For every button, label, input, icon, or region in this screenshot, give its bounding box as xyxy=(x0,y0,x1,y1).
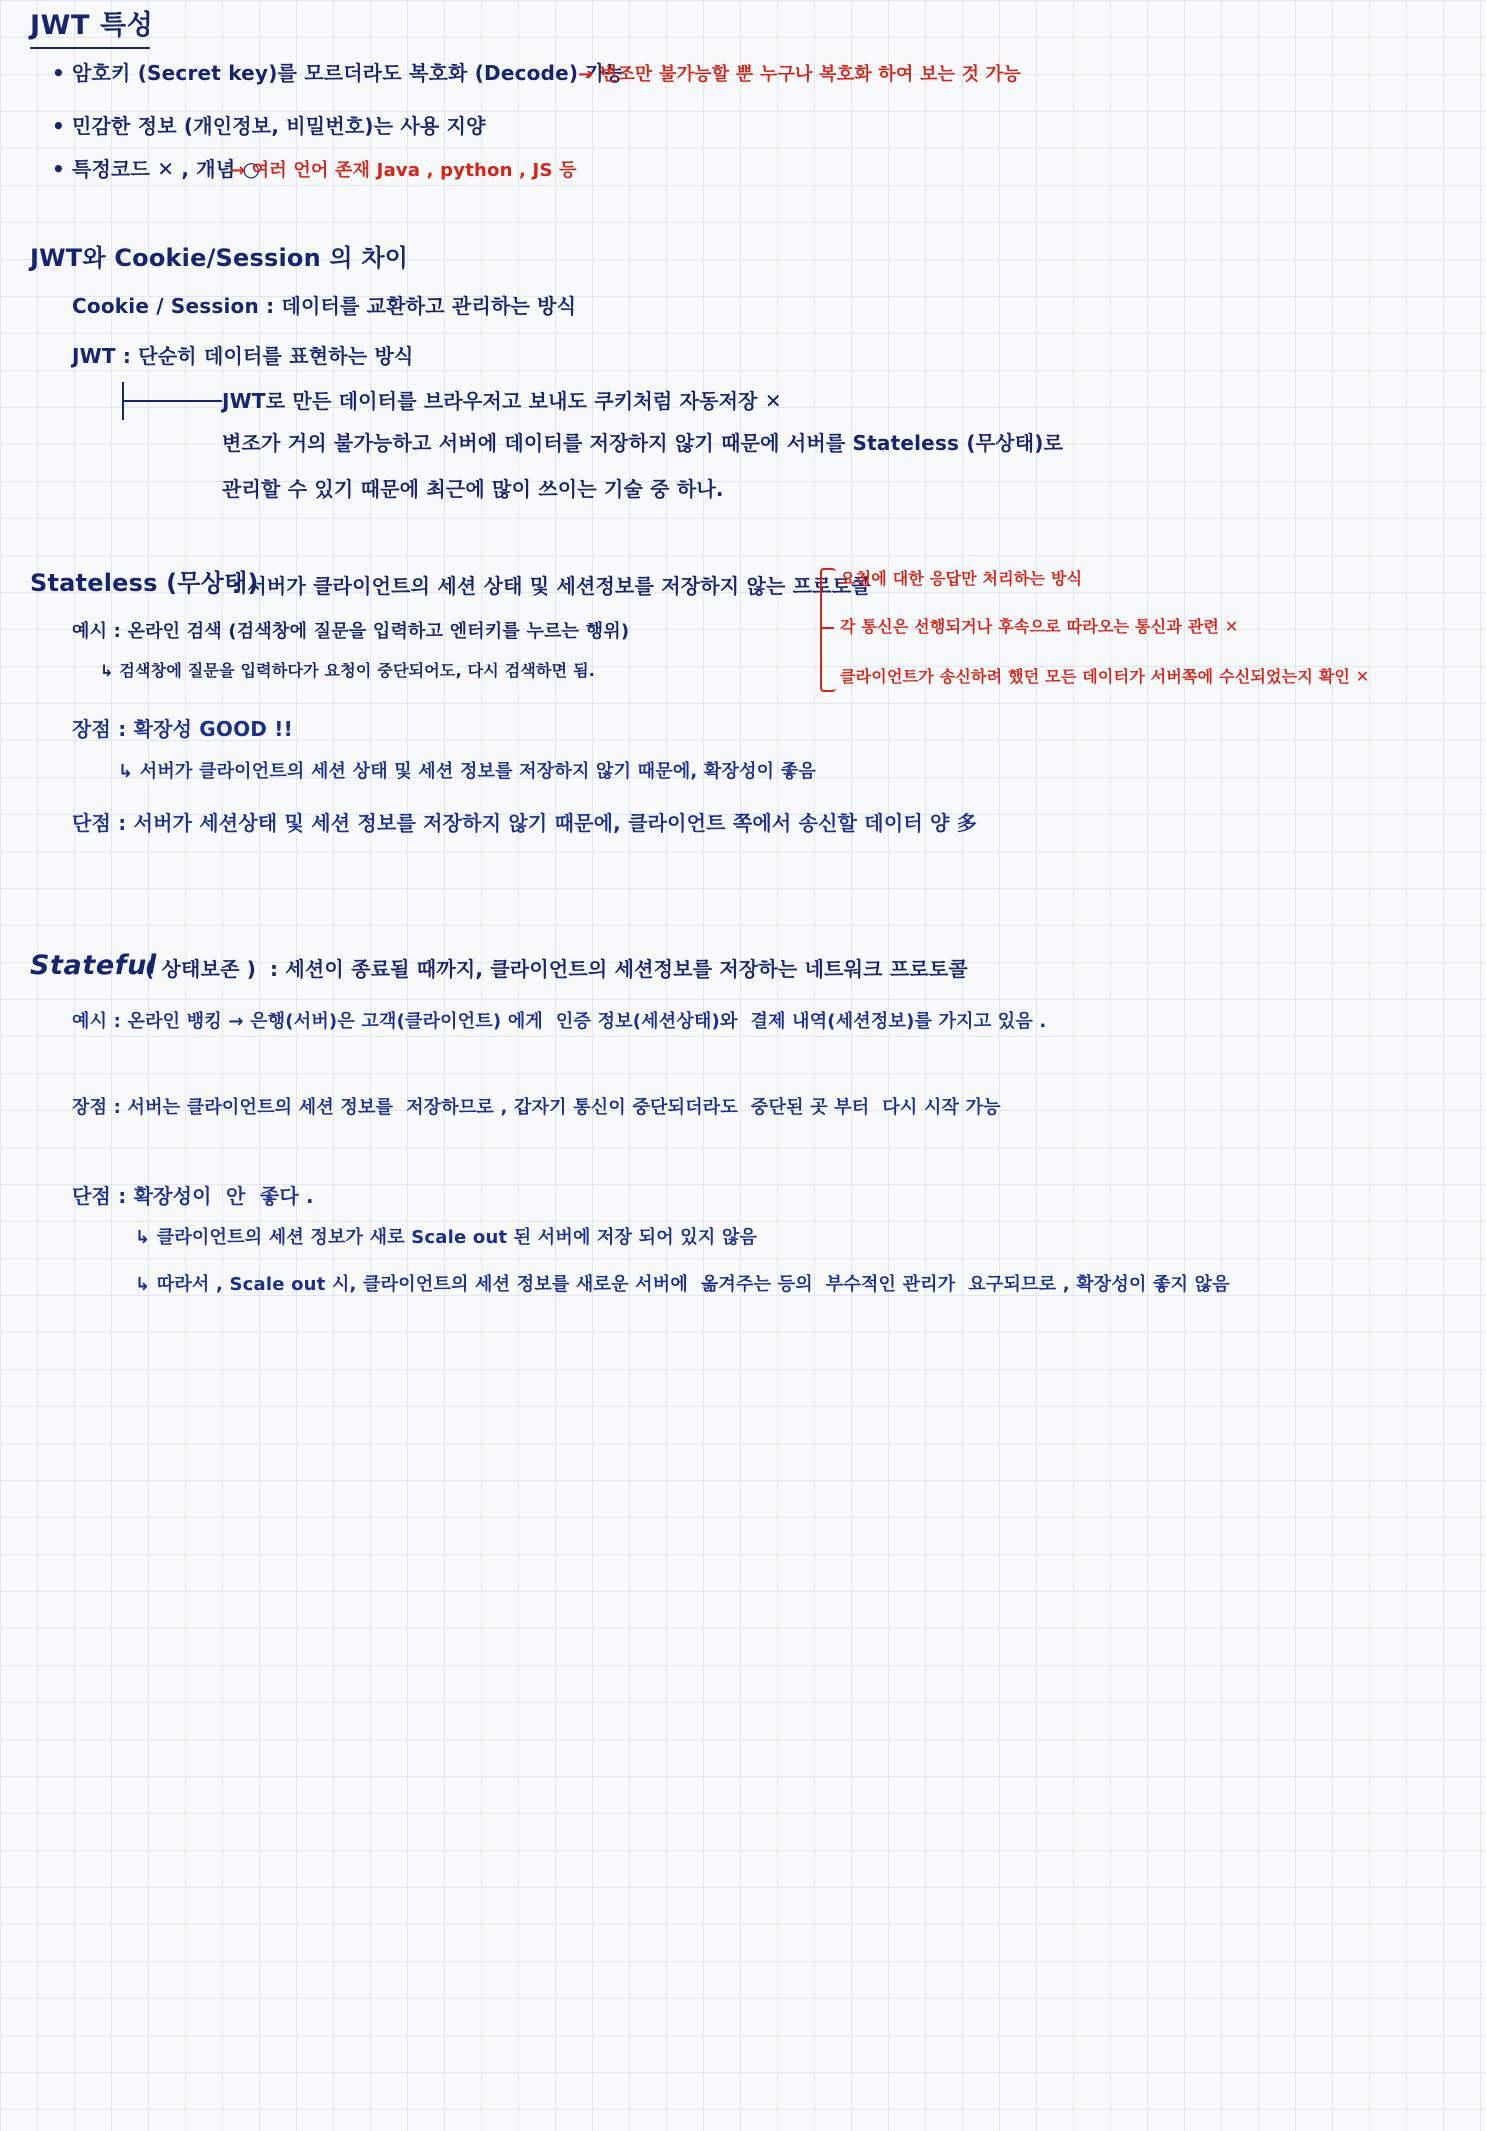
stateless-cons-label: 단점 : 서버가 세션상태 및 세션 정보를 저장하지 않기 때문에, 클라이언트 쪽에서 송신할 데이터 양 多 xyxy=(72,811,977,835)
cookie-session-line: Cookie / Session : 데이터를 교환하고 관리하는 방식 xyxy=(72,294,577,318)
stateful-cons-label: 단점 : 확장성이 안 좋다 . xyxy=(72,1184,314,1208)
stateful-pros-label: 장점 : 서버는 클라이언트의 세션 정보를 저장하므로 , 갑자기 통신이 중단되더라도 중단된 곳 부터 다시 시작 가능 xyxy=(72,1097,1001,1118)
stateless-example-label: 예시 : 온라인 검색 (검색창에 질문을 입력하고 엔터키를 누르는 행위) xyxy=(72,621,630,642)
jwt-detail-line-3: 관리할 수 있기 때문에 최근에 많이 쓰이는 기술 중 하나. xyxy=(222,477,724,501)
section-title-stateful: Stateful xyxy=(30,950,157,981)
stateless-side-note-2: 각 통신은 선행되거나 후속으로 따라오는 통신과 관련 ✕ xyxy=(840,617,1239,636)
stateful-example-label: 예시 : 온라인 뱅킹 → 은행(서버)은 고객(클라이언트) 에게 인증 정보(세션상태)와 결제 내역(세션정보)를 가지고 있음 . xyxy=(72,1011,1047,1032)
title-underline xyxy=(30,47,150,49)
stateful-definition: : 세션이 종료될 때까지, 클라이언트의 세션정보를 저장하는 네트워크 프로토콜 xyxy=(270,957,968,981)
bullet-1-annotation: → 변조만 불가능할 뿐 누구나 복호화 하여 보는 것 가능 xyxy=(578,64,1021,85)
bullet-3-annotation: → 여러 언어 존재 Java , python , JS 등 xyxy=(230,160,577,181)
jwt-detail-line-2: 변조가 거의 불가능하고 서버에 데이터를 저장하지 않기 때문에 서버를 Stateless (무상태)로 xyxy=(222,431,1064,455)
bullet-3-main: • 특정코드 ✕ , 개념 ○ xyxy=(52,158,260,181)
side-note-brace-tick xyxy=(820,627,834,629)
stateless-example-sub: ↳ 검색창에 질문을 입력하다가 요청이 중단되어도, 다시 검색하면 됨. xyxy=(100,661,596,680)
stateful-cons-sub-1: ↳ 클라이언트의 세션 정보가 새로 Scale out 된 서버에 저장 되어 있지 않음 xyxy=(135,1227,758,1248)
bullet-1-main: • 암호키 (Secret key)를 모르더라도 복호화 (Decode) 가능 xyxy=(52,62,624,85)
stateless-side-note-1: 요청에 대한 응답만 처리하는 방식 xyxy=(840,569,1083,588)
section-title-stateful-suffix: ( 상태보존 ) xyxy=(145,957,257,981)
jwt-line: JWT : 단순히 데이터를 표현하는 방식 xyxy=(72,344,414,368)
jwt-detail-line-1: JWT로 만든 데이터를 브라우저고 보내도 쿠키처럼 자동저장 ✕ xyxy=(222,389,782,413)
section-title-stateless: Stateless (무상태) xyxy=(30,569,259,597)
side-note-brace xyxy=(820,568,836,692)
bullet-2-main: • 민감한 정보 (개인정보, 비밀번호)는 사용 지양 xyxy=(52,115,486,138)
section-title-jwt-features: JWT 특성 xyxy=(30,10,154,41)
stateless-pros-label: 장점 : 확장성 GOOD !! xyxy=(72,717,293,741)
stateless-side-note-3: 클라이언트가 송신하려 했던 모든 데이터가 서버쪽에 수신되었는지 확인 ✕ xyxy=(840,667,1370,686)
elbow-connector-horizontal xyxy=(122,400,222,402)
stateless-pros-sub: ↳ 서버가 클라이언트의 세션 상태 및 세션 정보를 저장하지 않기 때문에, 확장성이 좋음 xyxy=(118,761,816,782)
stateful-cons-sub-2: ↳ 따라서 , Scale out 시, 클라이언트의 세션 정보를 새로운 서버에 옮겨주는 등의 부수적인 관리가 요구되므로 , 확장성이 좋지 않음 xyxy=(135,1274,1230,1295)
section-title-jwt-vs-cookie: JWT와 Cookie/Session 의 차이 xyxy=(30,244,409,272)
stateless-definition: : 서버가 클라이언트의 세션 상태 및 세션정보를 저장하지 않는 프로토콜 xyxy=(232,574,871,598)
